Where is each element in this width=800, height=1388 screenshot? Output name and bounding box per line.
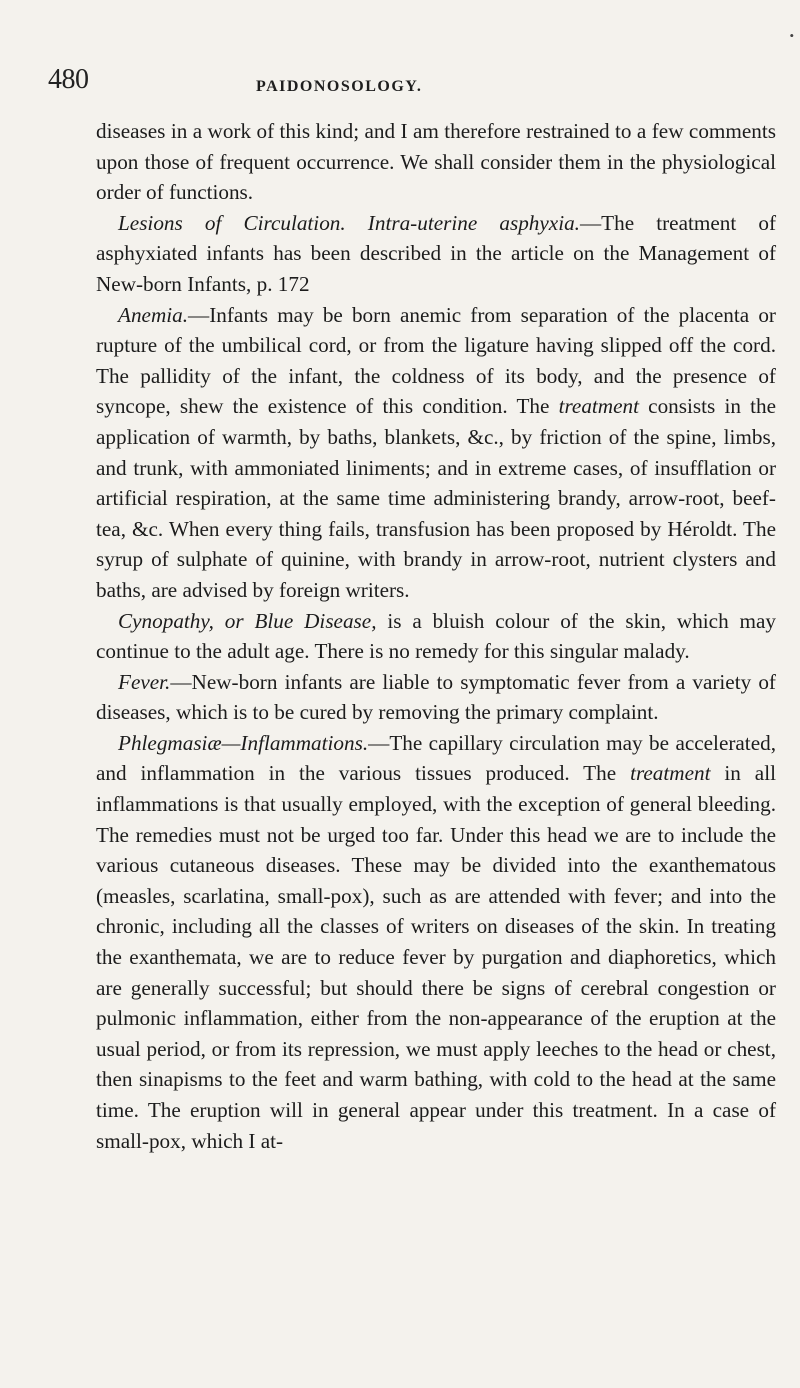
paragraph-text: consists in the application of warmth, by baths, blankets, &c., by friction of the spine, limbs, and trunk, with ammoniated liniments; and in extreme cases, of insufflation or artificial respiration, at the same time administering brandy, arrow-root, beef-tea, &c. When every thing fails, transfusion has been proposed by Héroldt. The syrup of sulphate of quinine, with brandy in arrow-root, nutrient clysters and baths, are advised by foreign writers. <box>96 394 777 602</box>
emphasis-treatment: treatment <box>558 394 639 419</box>
paragraph-text: —New-born infants are liable to symptomatic fever from a variety of diseases, which is to be cured by removing the primary complaint. <box>96 669 776 725</box>
paragraph-text: —Infants may be born anemic from separation of the placenta or rupture of the umbilical cord, or from the ligature having slipped off the cord. The pallidity of the infant, the coldness of its body, and the presence of syncope, shew the existence of this condition. The <box>96 302 776 419</box>
paragraph-text: —The capillary circulation may be accelerated, and inflammation in the various tissues produced. The <box>96 730 776 786</box>
section-heading: Cynopathy, or Blue Disease, <box>118 608 377 633</box>
paragraph-text: —The treatment of asphyxiated infants has been described in the article on the Management of New-born Infants, p. 172 <box>96 210 776 296</box>
page-edge-mark: • <box>789 28 794 43</box>
section-heading: Fever. <box>118 669 171 694</box>
page-number: 480 <box>48 64 89 95</box>
paragraph-text: diseases in a work of this kind; and I am therefore restrained to a few comments upon those of frequent occurrence. We shall consider them in the physiological order of functions. <box>96 119 776 205</box>
page-header <box>0 64 800 104</box>
section-heading: Anemia. <box>118 302 189 327</box>
paragraph-phlegmasiae <box>96 728 776 1156</box>
paragraph-continuation <box>96 116 776 208</box>
paragraph-text: in all inflammations is that usually employed, with the exception of general bleeding. The remedies must not be urged too far. Under this head we are to include the various cutaneous diseases. These may be divided into the exanthematous (measles, scarlatina, small-pox), such as are attended with fever; and into the chronic, including all the classes of writers on diseases of the skin. In treating the exanthemata, we are to reduce fever by purgation and diaphoretics, which are generally successful; but should there be signs of cerebral congestion or pulmonic inflammation, either from the non-appearance of the eruption at the usual period, or from its repression, we must apply leeches to the head or chest, then sinapisms to the feet and warm bathing, with cold to the head at the same time. The eruption will in general appear under this treatment. In a case of small-pox, which I at- <box>96 761 776 1153</box>
paragraph-cynopathy <box>96 606 776 667</box>
running-head: PAIDONOSOLOGY. <box>256 78 423 95</box>
section-heading: Phlegmasiæ—Inflammations. <box>118 730 369 755</box>
paragraph-intra-uterine-asphyxia <box>96 208 776 300</box>
emphasis-treatment: treatment <box>630 761 711 786</box>
section-heading: Lesions of Circulation. Intra-uterine asphyxia. <box>118 210 580 235</box>
paragraph-fever <box>96 667 776 728</box>
paragraph-anemia <box>96 300 776 606</box>
paragraph-text: is a bluish colour of the skin, which may continue to the adult age. There is no remedy for this singular malady. <box>96 608 777 664</box>
body-text <box>96 116 776 1156</box>
